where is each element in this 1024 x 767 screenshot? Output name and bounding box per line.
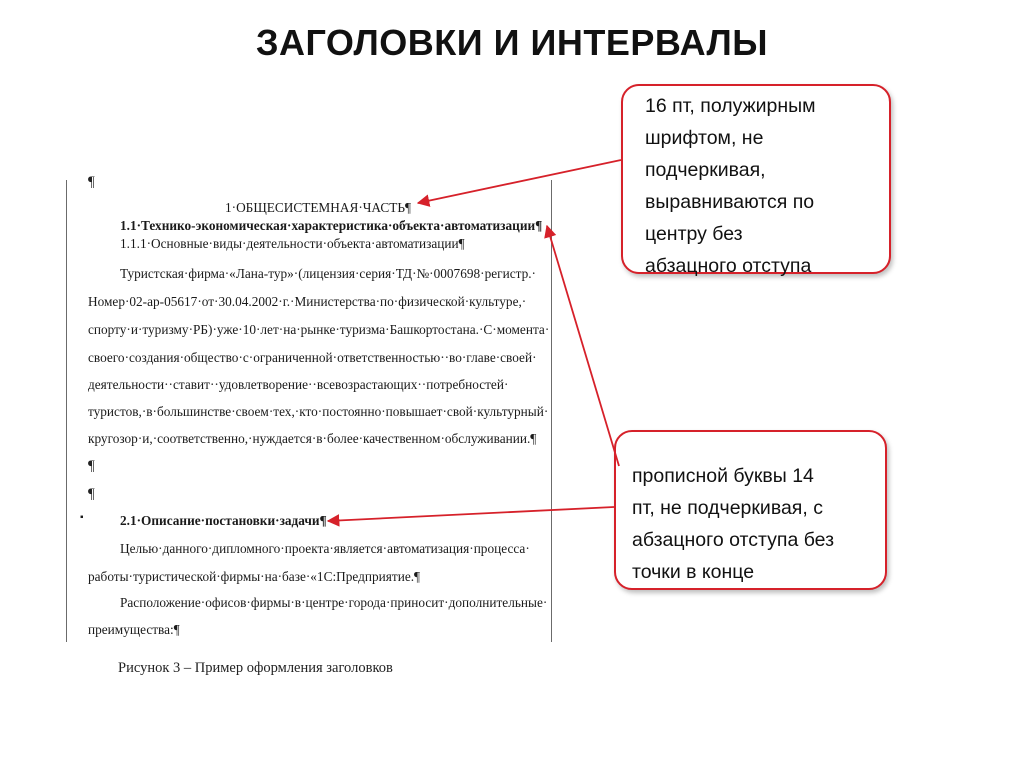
figure-caption: Рисунок 3 – Пример оформления заголовков [118,660,393,676]
paragraph1-line-2: Номер·02-ар-05617·от·30.04.2002·г.·Министерства·по·физической·культуре,· [88,294,527,309]
arrow-to-heading-2 [547,226,619,466]
callout-top-line: подчеркивая, [645,159,766,181]
paragraph2-line-4: преимущества:¶ [88,622,180,637]
callout-top-line: шрифтом, не [645,127,764,149]
slide-title: ЗАГОЛОВКИ И ИНТЕРВАЛЫ [255,22,769,63]
paragraph1-line-6: туристов,·в·большинстве·своем·тех,·кто·постоянно·повышает·свой·культурный· [88,404,549,419]
paragraph1-line-1: Туристская·фирма·«Лана-тур»·(лицензия·серия·ТД·№·0007698·регистр.· [120,266,536,281]
paragraph2-line-2: работы·туристической·фирмы·на·базе·«1С:Предприятие.¶ [88,569,421,584]
callout-bottom-line: абзацного отступа без [632,529,835,551]
callout-top-line: абзацного отступа [645,255,812,277]
callout-bottom-line: прописной буквы 14 [632,465,814,487]
callout-top-line: центру без [645,223,743,245]
paragraph1-line-7: кругозор·и,·соответственно,·нуждается·в·более·качественном·обслуживании.¶ [88,431,537,446]
heading-section: 2.1·Описание·постановки·задачи¶ [120,513,327,528]
paragraph1-line-4: своего·создания·общество·с·ограниченной·ответственностью··во·главе·своей· [88,350,537,365]
callout-top-line: 16 пт, полужирным [645,95,816,117]
empty-paragraph-mark: ¶ [88,486,95,502]
arrow-to-heading-1 [418,160,621,203]
callout-bottom-line: точки в конце [632,561,755,583]
side-bullet-icon: ▪ [80,512,84,523]
callout-top-line: выравниваются по [645,191,815,213]
paragraph2-line-1: Целью·данного·дипломного·проекта·является·автоматизация·процесса· [120,541,530,556]
arrow-to-heading-section [328,507,614,521]
callout-bottom-line: пт, не подчеркивая, с [632,497,823,519]
heading-level-1: 1·ОБЩЕСИСТЕМНАЯ·ЧАСТЬ¶ [225,200,411,215]
paragraph1-line-5: деятельности··ставит··удовлетворение··всевозрастающих··потребностей· [88,377,509,392]
paragraph2-line-3: Расположение·офисов·фирмы·в·центре·города·приносит·дополнительные· [120,595,548,610]
heading-level-3: 1.1.1·Основные·виды·деятельности·объекта·автоматизации¶ [120,236,465,251]
paragraph1-line-3: спорту·и·туризму·РБ)·уже·10·лет·на·рынке·туризма·Башкортостана.·С·момента· [88,322,550,337]
top-pilcrow: ¶ [88,174,95,190]
empty-paragraph-mark: ¶ [88,458,95,474]
heading-level-2: 1.1·Технико-экономическая·характеристика·объекта·автоматизации¶ [120,218,543,233]
